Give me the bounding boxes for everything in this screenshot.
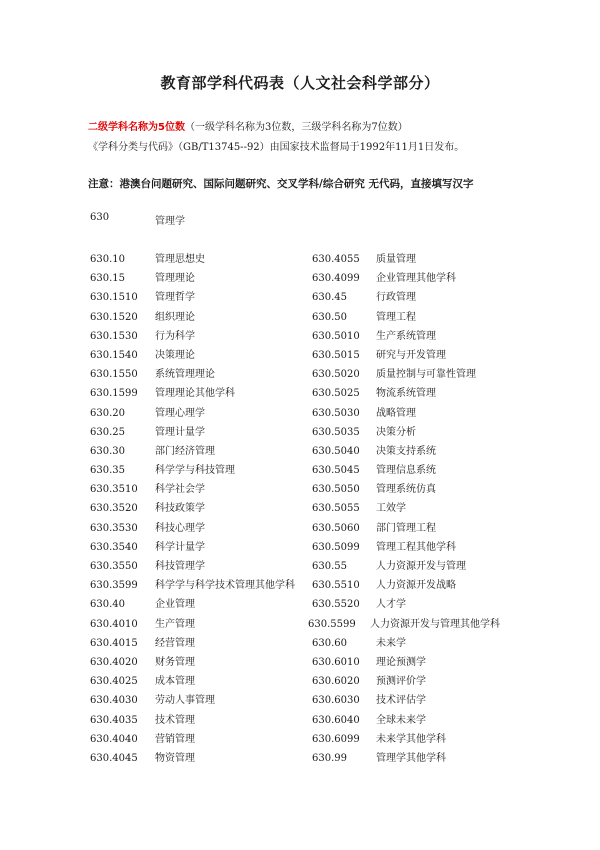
- discipline-code: 630.45: [312, 292, 347, 304]
- discipline-name: 管理理论: [155, 273, 195, 285]
- discipline-name: 企业管理: [155, 599, 195, 611]
- page-title: 教育部学科代码表（人文社会科学部分）: [160, 74, 440, 92]
- discipline-name: 财务管理: [155, 656, 195, 668]
- discipline-name: 物资管理: [155, 752, 195, 764]
- discipline-name: 系统管理理论: [155, 369, 215, 381]
- discipline-code: 630.3530: [90, 522, 138, 534]
- discipline-name: 行为科学: [155, 330, 195, 342]
- discipline-code: 630.5035: [312, 426, 360, 438]
- discipline-name: 管理心理学: [155, 407, 205, 419]
- discipline-code: 630.1540: [90, 349, 138, 361]
- discipline-code: 630.5025: [312, 388, 360, 400]
- discipline-code: 630.3599: [90, 580, 138, 592]
- discipline-code: 630.1550: [90, 369, 138, 381]
- discipline-name: 科技政策学: [155, 503, 205, 515]
- discipline-code: 630.40: [90, 599, 125, 611]
- discipline-name: 营销管理: [155, 733, 195, 745]
- discipline-name: 技术评估学: [376, 695, 426, 707]
- discipline-code: 630.4040: [90, 733, 138, 745]
- discipline-name: 质量控制与可靠性管理: [376, 369, 476, 381]
- intro-source: 《学科分类与代码》（GB/T13745--92）由国家技术监督局于1992年11月1日发布。: [88, 142, 465, 153]
- discipline-name: 管理思想史: [155, 254, 205, 265]
- discipline-code: 630.5045: [312, 465, 360, 477]
- discipline-code: 630.5010: [312, 330, 360, 342]
- discipline-name: 企业管理其他学科: [376, 273, 456, 285]
- discipline-name: 未来学其他学科: [376, 733, 446, 745]
- discipline-name: 决策理论: [155, 349, 195, 361]
- discipline-code: 630.5030: [312, 407, 360, 419]
- discipline-code: 630.5040: [312, 445, 360, 457]
- discipline-code: 630.60: [312, 637, 347, 649]
- discipline-code: 630.5050: [312, 484, 360, 496]
- discipline-code: 630.15: [90, 273, 125, 285]
- discipline-code: 630.5060: [312, 522, 360, 534]
- discipline-name: 理论预测学: [376, 656, 426, 668]
- discipline-code: 630.5015: [312, 349, 360, 361]
- discipline-name: 生产系统管理: [376, 330, 436, 342]
- discipline-code: 630.6030: [312, 695, 360, 707]
- discipline-name: 人力资源开发与管理: [376, 561, 466, 572]
- discipline-code: 630.4020: [90, 656, 138, 668]
- discipline-name: 管理工程其他学科: [376, 541, 456, 553]
- discipline-name: 科技管理学: [155, 561, 205, 572]
- note-line: 注意：港澳台问题研究、国际问题研究、交叉学科/综合研究 无代码，直接填写汉字: [88, 178, 474, 190]
- discipline-code: 630.1530: [90, 330, 138, 342]
- discipline-name: 成本管理: [155, 676, 195, 688]
- discipline-name: 管理信息系统: [376, 465, 436, 477]
- discipline-code: 630.55: [312, 561, 347, 572]
- discipline-code: 630.6040: [312, 714, 360, 726]
- discipline-name: 物流系统管理: [376, 388, 436, 400]
- discipline-name: 管理工程: [376, 311, 416, 323]
- discipline-name: 科学学与科学技术管理其他学科: [155, 580, 295, 592]
- discipline-name: 人力资源开发战略: [376, 580, 456, 592]
- discipline-name: 质量管理: [376, 254, 416, 265]
- discipline-code: 630.10: [90, 254, 125, 265]
- top-discipline-name: 管理学: [155, 216, 185, 227]
- discipline-code: 630.5055: [312, 503, 360, 515]
- discipline-code: 630.1599: [90, 388, 138, 400]
- discipline-code: 630.1510: [90, 292, 138, 304]
- discipline-code: 630.5020: [312, 369, 360, 381]
- discipline-name: 研究与开发管理: [376, 349, 446, 361]
- discipline-code: 630.6010: [312, 656, 360, 668]
- discipline-code: 630.3510: [90, 484, 138, 496]
- discipline-code: 630.3540: [90, 541, 138, 553]
- discipline-name: 科学学与科技管理: [155, 465, 235, 477]
- discipline-code: 630.5599: [308, 618, 356, 630]
- discipline-name: 管理理论其他学科: [155, 388, 235, 400]
- discipline-name: 技术管理: [155, 714, 195, 726]
- discipline-code: 630.4099: [312, 273, 360, 285]
- intro-highlight: 二级学科名称为5位数: [88, 122, 185, 133]
- discipline-code: 630.4045: [90, 752, 138, 764]
- discipline-code: 630.5099: [312, 541, 360, 553]
- discipline-code: 630.25: [90, 426, 125, 438]
- discipline-code: 630.6020: [312, 676, 360, 688]
- discipline-name: 经营管理: [155, 637, 195, 649]
- discipline-code: 630.4035: [90, 714, 138, 726]
- discipline-code: 630.3550: [90, 561, 138, 572]
- discipline-name: 全球未来学: [376, 714, 426, 726]
- discipline-name: 管理学其他学科: [376, 752, 446, 764]
- discipline-name: 管理计量学: [155, 426, 205, 438]
- discipline-name: 生产管理: [155, 618, 195, 630]
- discipline-name: 科技心理学: [155, 522, 205, 534]
- discipline-name: 工效学: [376, 503, 406, 515]
- discipline-name: 未来学: [376, 637, 406, 649]
- discipline-name: 决策支持系统: [376, 445, 436, 457]
- discipline-name: 战略管理: [376, 407, 416, 419]
- discipline-code: 630.4030: [90, 695, 138, 707]
- discipline-name: 行政管理: [376, 292, 416, 304]
- discipline-name: 组织理论: [155, 311, 195, 323]
- discipline-code: 630.50: [312, 311, 347, 323]
- discipline-code: 630.4025: [90, 676, 138, 688]
- discipline-code: 630.5510: [312, 580, 360, 592]
- discipline-name: 人力资源开发与管理其他学科: [370, 618, 500, 630]
- discipline-code: 630.5520: [312, 599, 360, 611]
- discipline-code: 630.3520: [90, 503, 138, 515]
- discipline-name: 科学社会学: [155, 484, 205, 496]
- discipline-code: 630.20: [90, 407, 125, 419]
- intro-line: [88, 118, 408, 133]
- intro-paren: （一级学科名称为3位数，三级学科名称为7位数）: [184, 122, 408, 133]
- discipline-name: 部门经济管理: [155, 445, 215, 457]
- discipline-code: 630.6099: [312, 733, 360, 745]
- discipline-code: 630.99: [312, 752, 347, 764]
- discipline-name: 管理系统仿真: [376, 484, 436, 496]
- discipline-code: 630.4055: [312, 254, 360, 265]
- discipline-name: 科学计量学: [155, 541, 205, 553]
- discipline-name: 人才学: [376, 599, 406, 611]
- discipline-code: 630.1520: [90, 311, 138, 323]
- top-discipline-code: 630: [90, 212, 110, 223]
- discipline-name: 决策分析: [376, 426, 416, 438]
- discipline-code: 630.4015: [90, 637, 138, 649]
- discipline-code: 630.30: [90, 445, 125, 457]
- discipline-name: 部门管理工程: [376, 522, 436, 534]
- discipline-name: 劳动人事管理: [155, 695, 215, 707]
- discipline-name: 管理哲学: [155, 292, 195, 304]
- discipline-name: 预测评价学: [376, 676, 426, 688]
- discipline-code: 630.35: [90, 465, 125, 477]
- discipline-code: 630.4010: [90, 618, 138, 630]
